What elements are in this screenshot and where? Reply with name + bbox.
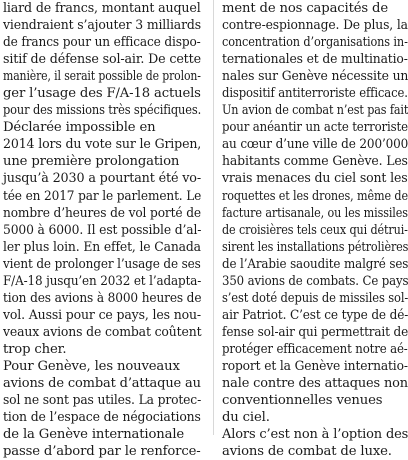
text-line: passe d’abord par le renforce- [3, 444, 201, 460]
text-line: s’est doté depuis de missiles sol- [222, 290, 408, 306]
article-column-left [3, 0, 201, 460]
text-line: sol ne sont pas utiles. La protec- [3, 393, 202, 409]
text-line: viendraient s’ajouter 3 milliards [3, 18, 201, 34]
text-line: conventionnelles venues [222, 393, 383, 409]
text-line: concentration d’organisations in- [222, 35, 408, 51]
text-line: de francs pour un efficace dispo- [3, 35, 201, 51]
text-line: nales sur Genève nécessite un [222, 69, 408, 85]
text-line: fense sol-air qui permettrait de [222, 324, 408, 340]
text-line: 5000 à 6000. Il est possible d’al- [3, 222, 202, 238]
text-line: roquettes et les drones, même de [222, 188, 408, 204]
text-line: tion des avions à 8000 heures de [3, 290, 202, 306]
text-line: Pour Genève, les nouveaux [3, 358, 180, 374]
text-line: Un avion de combat n’est pas fait [222, 103, 408, 119]
text-line: tée en 2017 par le parlement. Le [3, 188, 202, 204]
text-line: contre-espionnage. De plus, la [222, 18, 408, 34]
text-line: sitif de défense sol-air. De cette [3, 52, 201, 68]
column-divider [213, 0, 214, 435]
text-line: ler plus loin. En effet, le Canada [3, 239, 201, 255]
text-line: manière, il serait possible de prolon- [3, 69, 201, 85]
text-line: du ciel. [222, 410, 270, 426]
text-line: avions de combat de luxe. [222, 444, 392, 460]
text-line: habitants comme Genève. Les [222, 154, 408, 170]
text-line: vient de prolonger l’usage de ses [3, 256, 201, 272]
text-line: pour anéantir un acte terroriste [222, 120, 408, 136]
text-line: de la Genève internationale [3, 427, 185, 443]
text-line: sirent les installations pétrolières [222, 239, 408, 255]
text-line: 2014 lors du vote sur le Gripen, [3, 137, 202, 153]
text-line: 350 avions de combats. Ce pays [222, 273, 408, 289]
text-line: trop cher. [3, 341, 67, 357]
text-line: vol. Aussi pour ce pays, les nou- [3, 307, 201, 323]
text-line: au cœur d’une ville de 200’000 [222, 137, 408, 153]
text-line: roport et la Genève internatio- [222, 358, 408, 374]
text-line: liard de francs, montant auquel [3, 1, 201, 16]
text-line: dispositif antiterroriste efficace. [222, 86, 408, 102]
text-line: vrais menaces du ciel sont les [222, 171, 408, 187]
text-line: une première prolongation [3, 154, 180, 170]
text-line: jusqu’à 2030 a pourtant été vo- [3, 171, 201, 187]
text-line: nale contre des attaques non [222, 376, 408, 392]
text-line: pour des missions très spécifiques. [3, 103, 202, 119]
text-line: de l’Arabie saoudite malgré ses [222, 256, 408, 272]
text-line: de croisières tels ceux qui détrui- [222, 222, 408, 238]
text-line: Déclarée impossible en [3, 120, 156, 136]
text-line: nombre d’heures de vol porté de [3, 205, 201, 221]
text-line: tion de l’espace de négociations [3, 410, 201, 426]
text-line: F/A-18 jusqu’en 2032 et l’adapta- [3, 273, 202, 289]
text-line: air Patriot. C’est ce type de dé- [222, 307, 408, 323]
text-line: ment de nos capacités de [222, 1, 388, 16]
text-line: Alors c’est non à l’option des [222, 427, 408, 443]
text-line: ger l’usage des F/A-18 actuels [3, 86, 201, 102]
text-line: avions de combat d’attaque au [3, 376, 201, 392]
text-line: veaux avions de combat coûtent [3, 324, 202, 340]
text-line: ternationales et de multinatio- [222, 52, 408, 68]
text-line: protéger efficacement notre aé- [222, 341, 408, 357]
text-line: facture artisanale, ou les missiles [222, 205, 408, 221]
article-column-right [222, 0, 408, 460]
